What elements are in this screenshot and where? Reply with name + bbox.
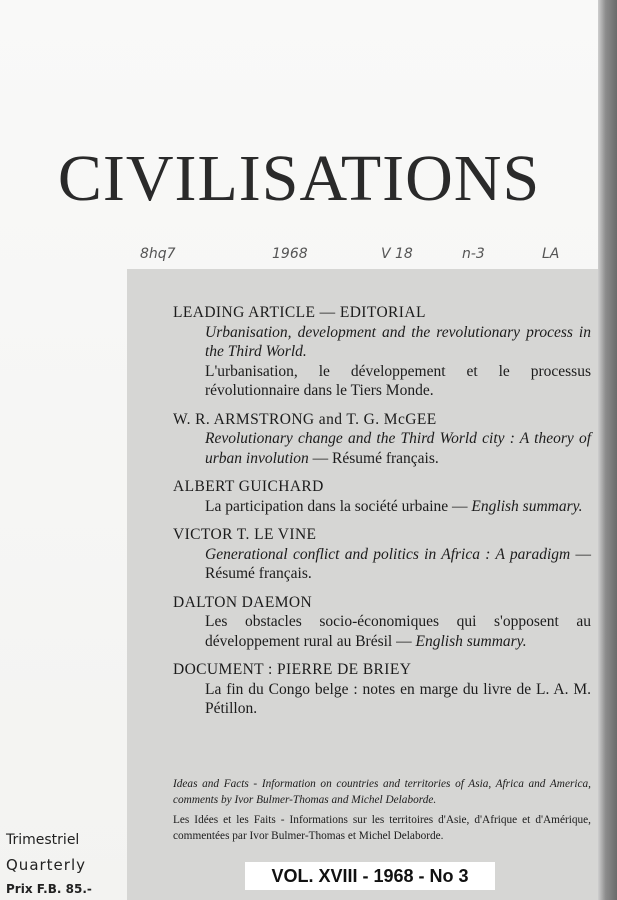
handwritten-note-3: V 18 <box>381 246 413 262</box>
toc-article-title: Urbanisation, development and the revolutionary process in the Third World. <box>205 323 591 360</box>
toc-author: VICTOR T. LE VINE <box>173 526 317 543</box>
supplement-note-french: Les Idées et les Faits - Informations sur les territoires d'Asie, d'Afrique et d'Amérique, commentées par Ivor Bulmer-Thomas et Michel Delaborde. <box>173 814 591 842</box>
binding-spine <box>598 0 617 900</box>
toc-description <box>205 680 591 719</box>
handwritten-note-1: 8hq7 <box>140 246 176 262</box>
price-label: Prix F.B. 85.- <box>6 882 92 896</box>
toc-article-title: Generational conflict and politics in Africa : A paradigm <box>205 545 571 563</box>
journal-title: CIVILISATIONS <box>57 142 541 215</box>
toc-author: ALBERT GUICHARD <box>173 478 324 495</box>
toc-article-title: La participation dans la société urbaine — <box>205 497 472 515</box>
toc-description <box>205 497 591 517</box>
toc-author: DOCUMENT : PIERRE DE BRIEY <box>173 661 412 678</box>
supplement-note <box>173 776 591 844</box>
volume-label: VOL. XVIII - 1968 - No 3 <box>245 862 495 890</box>
toc-article-note: English summary. <box>471 497 583 515</box>
toc-author: DALTON DAEMON <box>173 593 313 611</box>
toc-article-title: Revolutionary change and the Third World city : A theory of urban involution <box>205 430 591 467</box>
toc-entry <box>173 660 591 719</box>
frequency-english: Quarterly <box>6 856 86 874</box>
table-of-contents <box>173 303 591 728</box>
toc-article-note: — Résumé français. <box>308 449 439 467</box>
toc-description <box>205 429 591 468</box>
frequency-french: Trimestriel <box>6 832 80 848</box>
toc-entry <box>173 593 591 652</box>
toc-article-note: English summary. <box>415 632 527 650</box>
handwritten-note-4: n-3 <box>462 246 485 262</box>
toc-author: LEADING ARTICLE — EDITORIAL <box>173 304 426 321</box>
toc-description <box>205 612 591 651</box>
toc-entry <box>173 525 591 584</box>
toc-article-title: Les obstacles socio-économiques qui s'opposent au développement rural au Brésil — <box>205 613 591 650</box>
toc-entry <box>173 410 591 469</box>
toc-entry <box>173 303 591 401</box>
toc-article-note: L'urbanisation, le développement et le processus révolutionnaire dans le Tiers Monde. <box>205 362 591 399</box>
toc-article-note: — Résumé français. <box>205 545 591 582</box>
supplement-note-english: Ideas and Facts - Information on countries and territories of Asia, Africa and America, comments by Ivor Bulmer-Thomas and Michel Delaborde. <box>173 778 591 806</box>
toc-description <box>205 323 591 401</box>
handwritten-note-5: LA <box>542 246 560 262</box>
toc-description <box>205 545 591 584</box>
toc-author: W. R. ARMSTRONG and T. G. McGEE <box>173 410 437 428</box>
toc-entry <box>173 477 591 516</box>
handwritten-note-2: 1968 <box>272 246 308 262</box>
toc-article-title: La fin du Congo belge : notes en marge du livre de L. A. M. Pétillon. <box>205 680 591 717</box>
